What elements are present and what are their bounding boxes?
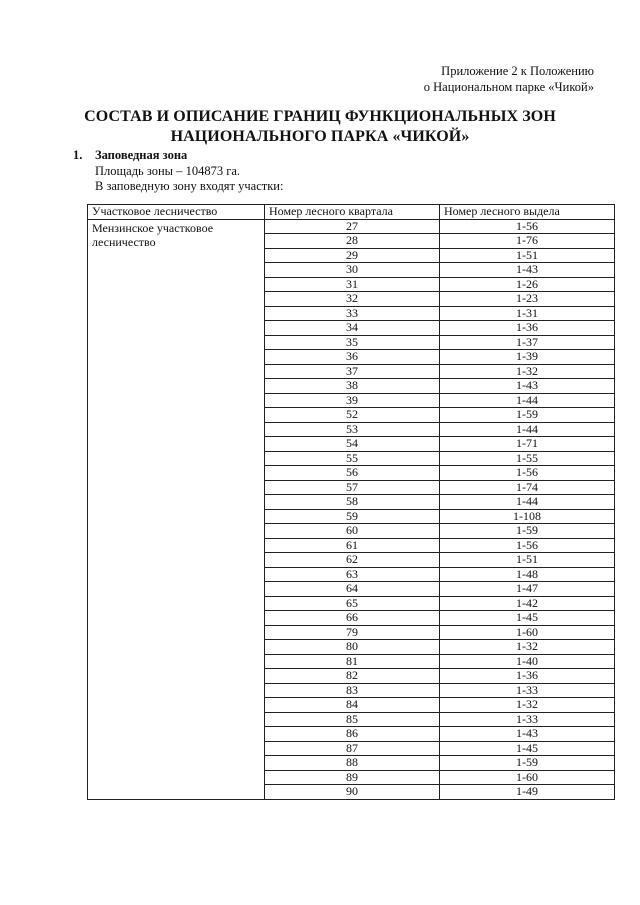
appendix-note <box>424 63 594 95</box>
plot-range: 1-59 <box>440 408 615 423</box>
quarter-number: 58 <box>265 495 440 510</box>
quarter-number: 56 <box>265 466 440 481</box>
plot-range: 1-39 <box>440 350 615 365</box>
quarter-number: 80 <box>265 640 440 655</box>
plot-range: 1-32 <box>440 364 615 379</box>
plot-range: 1-51 <box>440 248 615 263</box>
title-line-1: СОСТАВ И ОПИСАНИЕ ГРАНИЦ ФУНКЦИОНАЛЬНЫХ ЗОН <box>84 108 556 125</box>
plot-range: 1-51 <box>440 553 615 568</box>
plot-range: 1-44 <box>440 393 615 408</box>
quarter-number: 28 <box>265 234 440 249</box>
quarter-number: 60 <box>265 524 440 539</box>
quarter-number: 52 <box>265 408 440 423</box>
quarter-number: 83 <box>265 683 440 698</box>
plot-range: 1-55 <box>440 451 615 466</box>
quarter-number: 90 <box>265 785 440 800</box>
quarter-number: 65 <box>265 596 440 611</box>
quarter-number: 31 <box>265 277 440 292</box>
plot-range: 1-59 <box>440 756 615 771</box>
quarter-number: 36 <box>265 350 440 365</box>
plot-range: 1-74 <box>440 480 615 495</box>
quarter-number: 79 <box>265 625 440 640</box>
quarter-number: 27 <box>265 219 440 234</box>
plot-range: 1-32 <box>440 640 615 655</box>
quarter-number: 66 <box>265 611 440 626</box>
quarter-number: 61 <box>265 538 440 553</box>
quarter-number: 53 <box>265 422 440 437</box>
quarter-number: 34 <box>265 321 440 336</box>
plot-range: 1-43 <box>440 727 615 742</box>
section-reserve-zone <box>73 148 283 195</box>
quarter-number: 55 <box>265 451 440 466</box>
quarter-number: 81 <box>265 654 440 669</box>
quarter-number: 82 <box>265 669 440 684</box>
header-plot: Номер лесного выдела <box>440 205 615 220</box>
plot-range: 1-36 <box>440 321 615 336</box>
document-title <box>0 107 640 147</box>
quarter-number: 37 <box>265 364 440 379</box>
plot-range: 1-56 <box>440 466 615 481</box>
zone-area: Площадь зоны – 104873 га. <box>95 163 241 178</box>
plot-range: 1-32 <box>440 698 615 713</box>
quarter-number: 62 <box>265 553 440 568</box>
quarter-number: 38 <box>265 379 440 394</box>
plot-range: 1-33 <box>440 683 615 698</box>
title-line-2: НАЦИОНАЛЬНОГО ПАРКА «ЧИКОЙ» <box>170 128 470 145</box>
section-heading <box>73 148 283 164</box>
quarter-number: 54 <box>265 437 440 452</box>
plot-range: 1-43 <box>440 263 615 278</box>
quarter-number: 33 <box>265 306 440 321</box>
table-header-row <box>88 205 615 220</box>
table-row <box>88 219 615 234</box>
forestry-name: Мензинское участковое лесничество <box>88 219 265 799</box>
header-forestry: Участковое лесничество <box>88 205 265 220</box>
header-quarter: Номер лесного квартала <box>265 205 440 220</box>
plot-range: 1-26 <box>440 277 615 292</box>
quarter-number: 57 <box>265 480 440 495</box>
plot-range: 1-42 <box>440 596 615 611</box>
appendix-line-2: о Национальном парке «Чикой» <box>423 80 594 94</box>
plot-range: 1-44 <box>440 495 615 510</box>
plot-range: 1-76 <box>440 234 615 249</box>
plot-range: 1-43 <box>440 379 615 394</box>
plot-range: 1-45 <box>440 741 615 756</box>
quarter-number: 87 <box>265 741 440 756</box>
section-heading-text: Заповедная зона <box>95 148 188 162</box>
plot-range: 1-60 <box>440 625 615 640</box>
quarter-number: 32 <box>265 292 440 307</box>
plot-range: 1-23 <box>440 292 615 307</box>
plot-range: 1-48 <box>440 567 615 582</box>
section-number: 1. <box>73 148 83 162</box>
zone-intro: В заповедную зону входят участки: <box>95 179 284 193</box>
plot-range: 1-49 <box>440 785 615 800</box>
quarter-number: 84 <box>265 698 440 713</box>
plot-range: 1-37 <box>440 335 615 350</box>
plot-range: 1-56 <box>440 219 615 234</box>
quarter-number: 89 <box>265 770 440 785</box>
quarter-number: 64 <box>265 582 440 597</box>
plot-range: 1-45 <box>440 611 615 626</box>
plot-range: 1-40 <box>440 654 615 669</box>
plot-range: 1-33 <box>440 712 615 727</box>
plot-range: 1-36 <box>440 669 615 684</box>
quarter-number: 39 <box>265 393 440 408</box>
quarter-number: 85 <box>265 712 440 727</box>
quarter-number: 30 <box>265 263 440 278</box>
plot-range: 1-31 <box>440 306 615 321</box>
quarter-number: 59 <box>265 509 440 524</box>
plot-range: 1-47 <box>440 582 615 597</box>
plot-range: 1-108 <box>440 509 615 524</box>
quarter-number: 63 <box>265 567 440 582</box>
plot-range: 1-44 <box>440 422 615 437</box>
plot-range: 1-56 <box>440 538 615 553</box>
plot-range: 1-71 <box>440 437 615 452</box>
quarter-number: 35 <box>265 335 440 350</box>
plot-range: 1-59 <box>440 524 615 539</box>
forest-quarters-table <box>87 204 615 800</box>
quarter-number: 88 <box>265 756 440 771</box>
plot-range: 1-60 <box>440 770 615 785</box>
appendix-line-1: Приложение 2 к Положению <box>441 64 594 78</box>
quarter-number: 86 <box>265 727 440 742</box>
quarter-number: 29 <box>265 248 440 263</box>
